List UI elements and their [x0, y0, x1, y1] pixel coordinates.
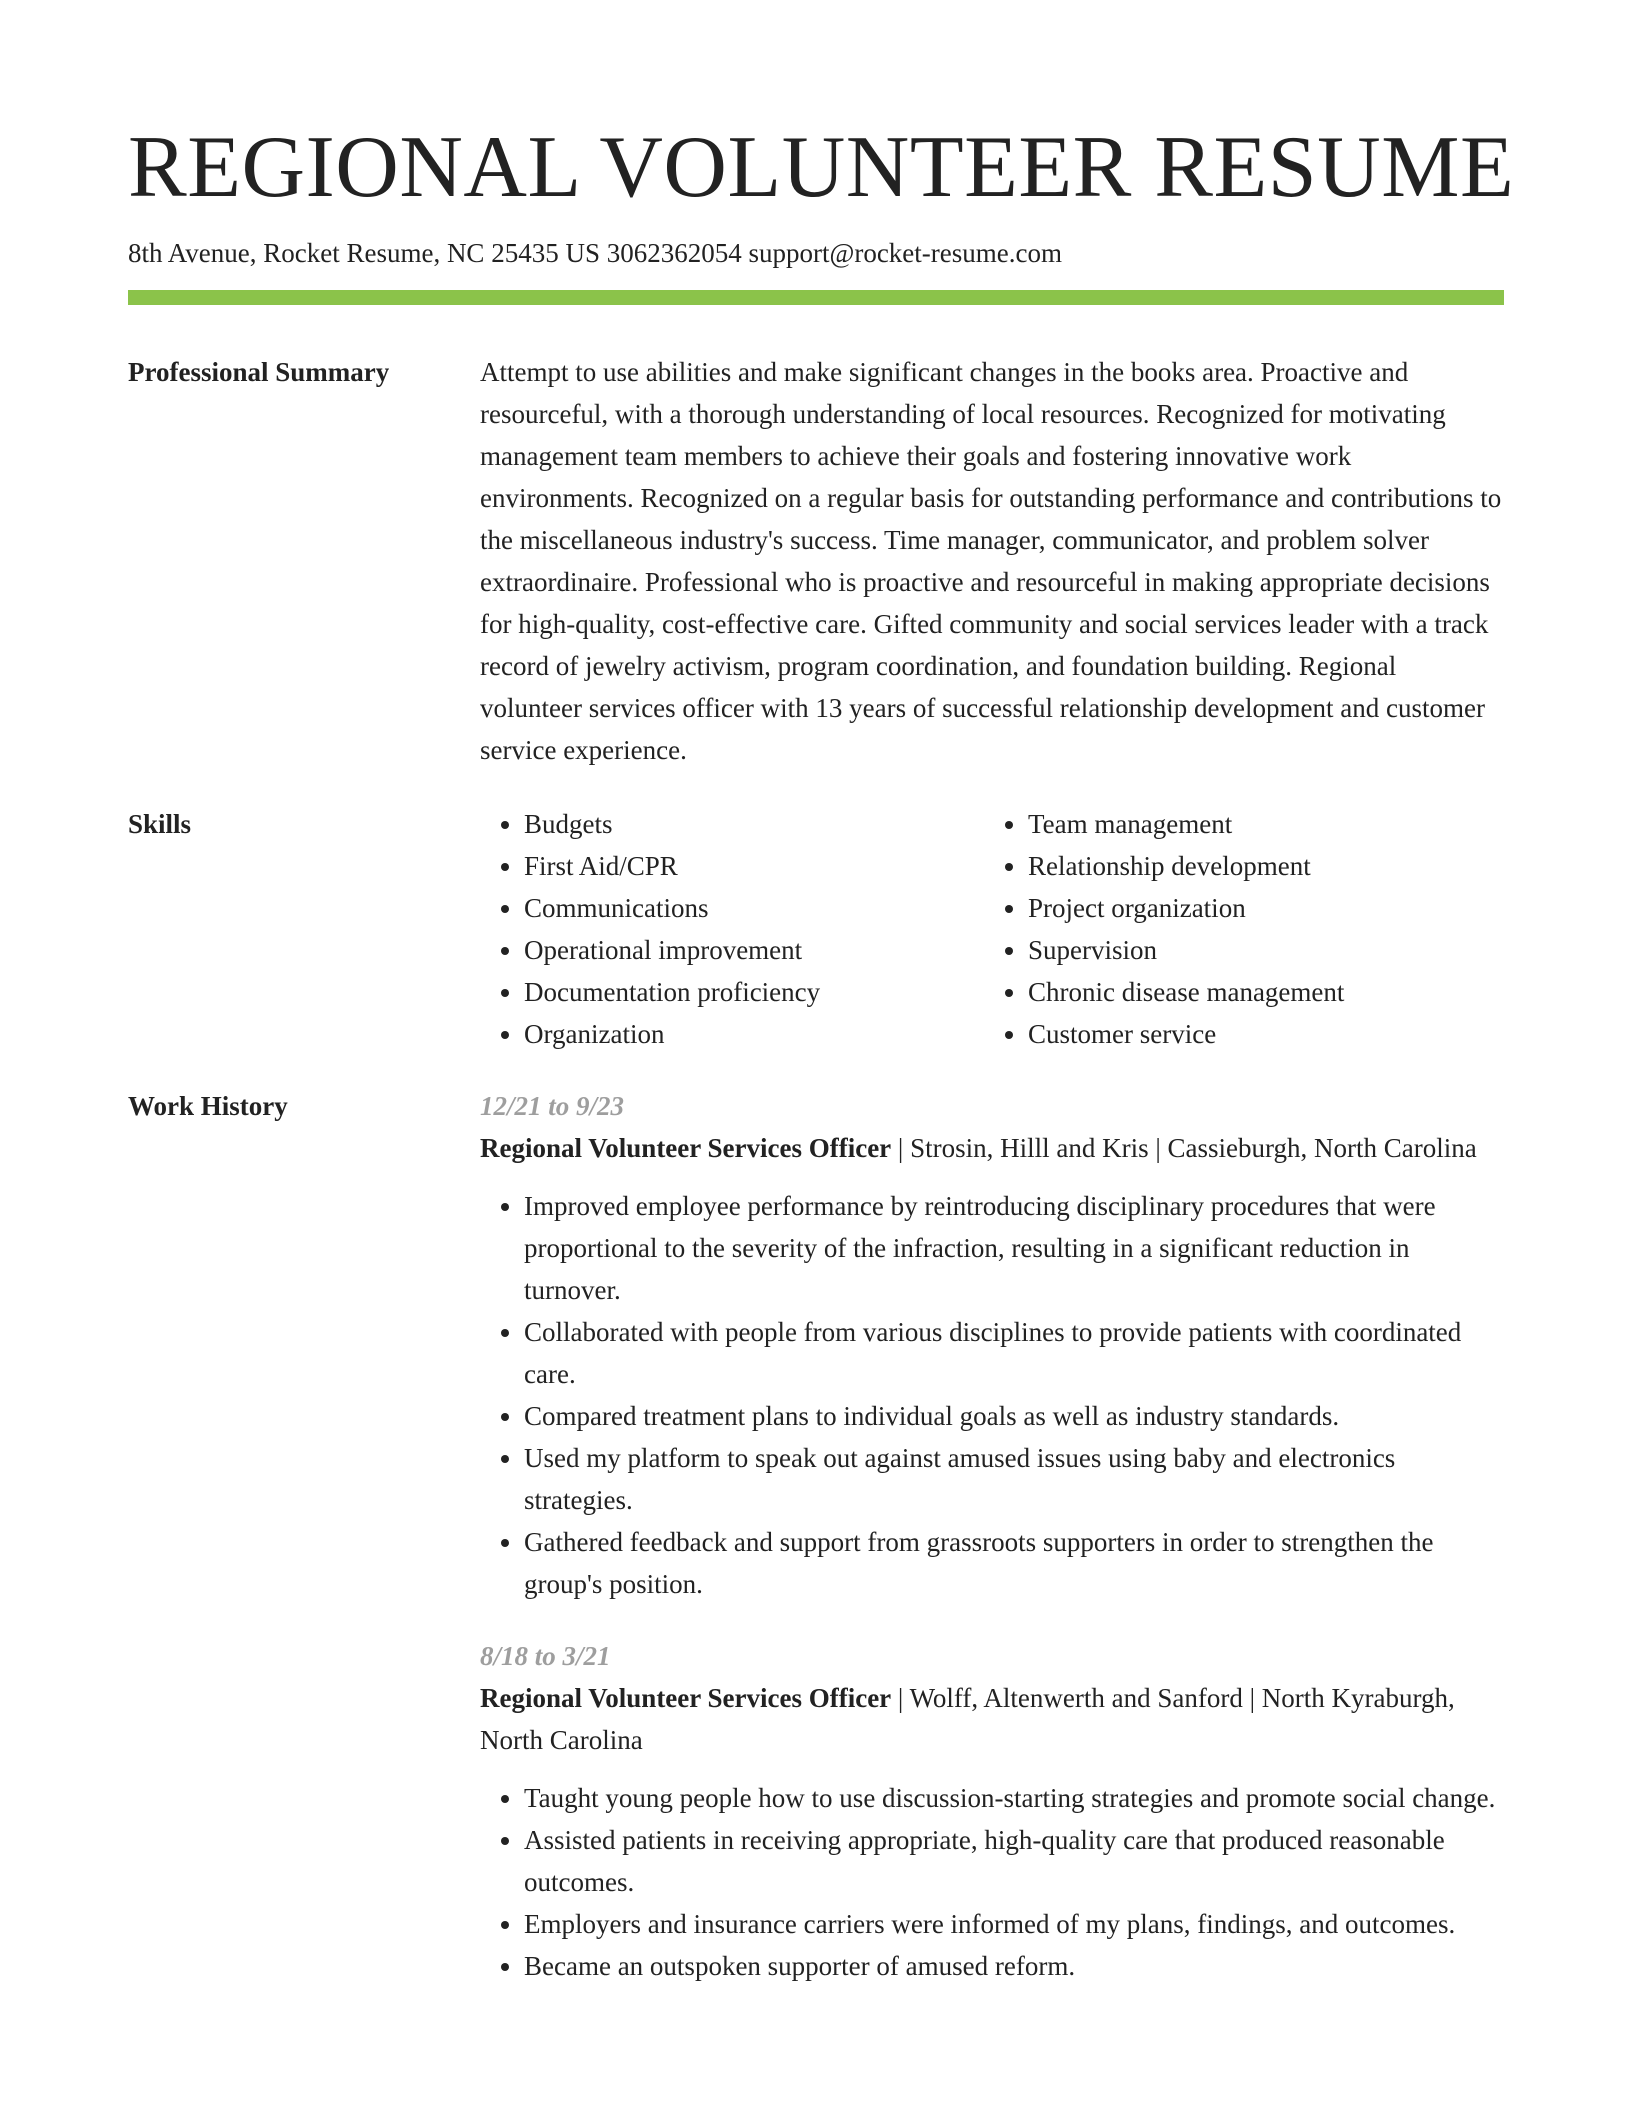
job-bullet: • Became an outspoken supporter of amused reform.: [524, 1945, 1504, 1987]
skills-body: [480, 803, 1504, 1055]
section-title-skills: Skills: [128, 809, 192, 839]
job-heading: [480, 1677, 1504, 1761]
job-dates: 8/18 to 3/21: [480, 1641, 611, 1671]
job-title: Regional Volunteer Services Officer: [480, 1133, 892, 1163]
job-details: | Strosin, Hilll and Kris | Cassieburgh, North Carolina: [891, 1133, 1477, 1163]
job-bullets: [480, 1777, 1504, 1987]
skill-item: • Operational improvement: [524, 929, 984, 971]
skill-item: • Project organization: [1028, 887, 1488, 929]
skill-item: • Chronic disease management: [1028, 971, 1488, 1013]
job-entry: [480, 1635, 1504, 1987]
contact-line: 8th Avenue, Rocket Resume, NC 25435 US 3062362054 support@rocket-resume.com: [128, 238, 1062, 268]
skill-item: • Team management: [1028, 803, 1488, 845]
section-title-work: Work History: [128, 1091, 288, 1121]
section-title-summary: Professional Summary: [128, 357, 390, 387]
professional-summary-section: [128, 351, 1504, 771]
skills-section: [128, 803, 1504, 1055]
skills-list-right: [984, 803, 1488, 1055]
skill-item: • Supervision: [1028, 929, 1488, 971]
job-title: Regional Volunteer Services Officer: [480, 1683, 892, 1713]
work-history-section: [128, 1085, 1504, 1987]
job-dates: 12/21 to 9/23: [480, 1091, 625, 1121]
skills-list-left: [480, 803, 984, 1055]
job-heading: [480, 1127, 1504, 1169]
summary-body: [480, 351, 1504, 771]
skill-item: • Relationship development: [1028, 845, 1488, 887]
skill-item: • Communications: [524, 887, 984, 929]
accent-divider: [128, 290, 1504, 305]
skill-item: • Customer service: [1028, 1013, 1488, 1055]
job-bullets: [480, 1185, 1504, 1605]
job-bullet: • Taught young people how to use discussion-starting strategies and promote social change.: [524, 1777, 1504, 1819]
skills-columns: [480, 803, 1504, 1055]
resume-name-heading: REGIONAL VOLUNTEER RESUME: [128, 119, 1515, 216]
skill-item: • Documentation proficiency: [524, 971, 984, 1013]
job-entry: [480, 1085, 1504, 1605]
job-bullet: • Assisted patients in receiving appropriate, high-quality care that produced reasonable outcomes.: [524, 1819, 1504, 1903]
job-details: | Wolff, Altenwerth and Sanford | North Kyraburgh, North Carolina: [480, 1683, 1455, 1755]
skill-item: • Organization: [524, 1013, 984, 1055]
job-bullet: • Gathered feedback and support from grassroots supporters in order to strengthen the group's position.: [524, 1521, 1504, 1605]
job-bullet: • Collaborated with people from various disciplines to provide patients with coordinated care.: [524, 1311, 1504, 1395]
resume-page: [128, 118, 1515, 1987]
job-bullet: • Used my platform to speak out against amused issues using baby and electronics strategies.: [524, 1437, 1504, 1521]
summary-text: Attempt to use abilities and make significant changes in the books area. Proactive and resourceful, with a thorough understanding of local resources. Recognized for motivating management team members to achieve their goals and fostering innovative work environments. Recognized on a regular basis for outstanding performance and contributions to the miscellaneous industry's success. Time manager, communicator, and problem solver extraordinaire. Professional who is proactive and resourceful in making appropriate decisions for high-quality, cost-effective care. Gifted community and social services leader with a track record of jewelry activism, program coordination, and foundation building. Regional volunteer services officer with 13 years of successful relationship development and customer service experience.: [480, 357, 1502, 765]
job-bullet: • Employers and insurance carriers were informed of my plans, findings, and outcomes.: [524, 1903, 1504, 1945]
job-bullet: • Improved employee performance by reintroducing disciplinary procedures that were proportional to the severity of the infraction, resulting in a significant reduction in turnover.: [524, 1185, 1504, 1311]
job-bullet: • Compared treatment plans to individual goals as well as industry standards.: [524, 1395, 1504, 1437]
skill-item: • Budgets: [524, 803, 984, 845]
work-body: [480, 1085, 1504, 1987]
skill-item: • First Aid/CPR: [524, 845, 984, 887]
